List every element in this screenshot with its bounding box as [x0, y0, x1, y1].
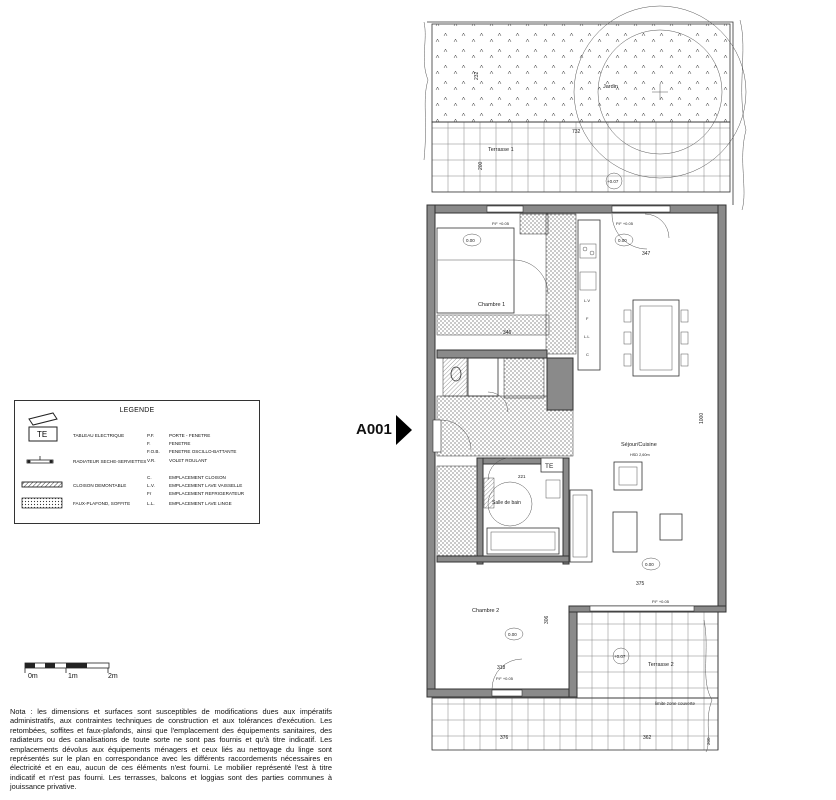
t2-right-dim: 362 [643, 735, 652, 741]
kitchen-code-ll: L.L [584, 334, 590, 339]
t2-left-dim: 376 [500, 735, 509, 741]
legend-symbol-1: RADIATEUR SECHE-SERVIETTES [73, 459, 147, 464]
level-ch2: 0.00 [508, 632, 517, 637]
legend-desc-7: EMPLACEMENT LAVE LINGE [169, 501, 232, 506]
legend-code-0: P.F. [147, 433, 155, 438]
level-sejour: 0.00 [645, 562, 654, 567]
legend-desc-0: PORTE - FENETRE [169, 433, 211, 438]
jardin-label: Jardin [603, 84, 618, 90]
sejour-top-dim: 347 [642, 251, 651, 257]
bedroom-1 [437, 214, 576, 354]
legend-code-4: C. [147, 475, 152, 480]
chambre2-label: Chambre 2 [472, 608, 500, 614]
te-box-label: TE [545, 463, 554, 470]
ceiling-icon [21, 497, 63, 509]
unit-id: A001 [356, 421, 392, 438]
terrasse2-label: Terrasse 2 [648, 662, 674, 668]
te-symbol-icon [23, 411, 63, 447]
pf-sejour-top: P.F +0.05 [616, 221, 633, 226]
legend-code-3: V.R. [147, 458, 156, 463]
legend-desc-4: EMPLACEMENT CLOISON [169, 475, 226, 480]
terrasse1-depth-dim: 200 [478, 161, 484, 170]
partition-icon [21, 481, 63, 489]
te-symbol-label: TE [37, 430, 48, 439]
legend-title: LEGENDE [119, 407, 155, 414]
chambre2-width-dim: 318 [497, 665, 506, 671]
bathroom [477, 458, 569, 564]
level-jardin: +0.07 [607, 179, 619, 184]
scale-label-1: 1m [68, 673, 78, 680]
kitchen-code-c: C [586, 352, 589, 357]
kitchen-code-f: F [586, 316, 589, 321]
legend-panel [14, 400, 260, 524]
legend-code-7: L.L. [147, 501, 155, 506]
level-sejour-top: 0.00 [618, 238, 627, 243]
sdb-label: Salle de bain [492, 500, 521, 506]
legend-code-1: F. [147, 441, 151, 446]
sejour-label: Séjour/Cuisine [621, 442, 657, 448]
kitchen-code-lv: L.V [584, 298, 591, 303]
level-ch1: 0.00 [466, 238, 475, 243]
scale-label-0: 0m [28, 673, 38, 680]
legend-symbol-3: FAUX-PLAFOND, SOFFITE [73, 501, 131, 506]
legend-desc-6: EMPLACEMENT REFRIGERATEUR [169, 491, 245, 496]
sdb-width-dim: 221 [518, 474, 526, 479]
legend-code-5: L.V. [147, 483, 155, 488]
unit-arrow [396, 415, 412, 445]
legend-desc-1: FENETRE [169, 441, 191, 446]
terrace-1 [432, 122, 730, 192]
radiator-icon [25, 456, 55, 466]
legend-desc-2: FENETRE OSCILLO-BATTANTE [169, 449, 237, 454]
sejour-length-dim: 1000 [699, 412, 705, 424]
t2-depth-dim: 200 [706, 737, 711, 745]
legend-symbol-0: TABLEAU ELECTRIQUE [73, 433, 125, 438]
living-room [570, 214, 705, 604]
legend-symbol-2: CLOISON DEMONTABLE [73, 483, 127, 488]
legend-desc-5: EMPLACEMENT LAVE VAISSELLE [169, 483, 243, 488]
wc-entry [433, 350, 573, 456]
kitchen [578, 220, 600, 370]
jardin-depth-dim: 232 [474, 71, 480, 80]
disclaimer-note: Nota : les dimensions et surfaces sont susceptibles de modifications dues aux impératifs administratifs, aux contraintes techniques de construction et aux tolérances d'exécution. Les retombées, soffites et faux-plafonds, ainsi que l'emplacement des équipements sanitaires, des radiateurs ou des canalisations de toute sorte ne sont pas fournis et qu'à titre indicatif. Les emplacements dévolus aux équipements ménagers et ceux liés au nettoyage du linge sont représentés sur le plan en correspondance avec les différents raccordements nécessaires en électricité et en eau, aucun de ces éléments n'est fourni. Le mobilier représenté l'est à titre indicatif et n'est pas fourni. Les terrasses, balcons et loggias sont des parties communes à jouissance privative. [10, 707, 332, 792]
scale-label-2: 2m [108, 673, 118, 680]
terrasse1-label: Terrasse 1 [488, 147, 514, 153]
legend-code-6: Fr [147, 491, 152, 496]
limite-zone-label: limite zone couverte [655, 701, 696, 706]
chambre2-depth-dim: 306 [544, 615, 550, 624]
chambre1-label: Chambre 1 [478, 302, 506, 308]
legend-desc-3: VOLET ROULANT [169, 458, 208, 463]
pf-ch1: P.F +0.05 [492, 221, 509, 226]
sejour-note: HSD 2,60m [630, 453, 650, 457]
sejour-bottom-dim: 375 [636, 581, 645, 587]
pf-sejour-bottom: P.F +0.05 [652, 599, 669, 604]
level-t2: +0.07 [614, 654, 626, 659]
pf-ch2: P.F +0.05 [496, 676, 513, 681]
chambre1-width-dim: 346 [503, 330, 512, 336]
legend-code-2: F.O.B. [147, 449, 160, 454]
